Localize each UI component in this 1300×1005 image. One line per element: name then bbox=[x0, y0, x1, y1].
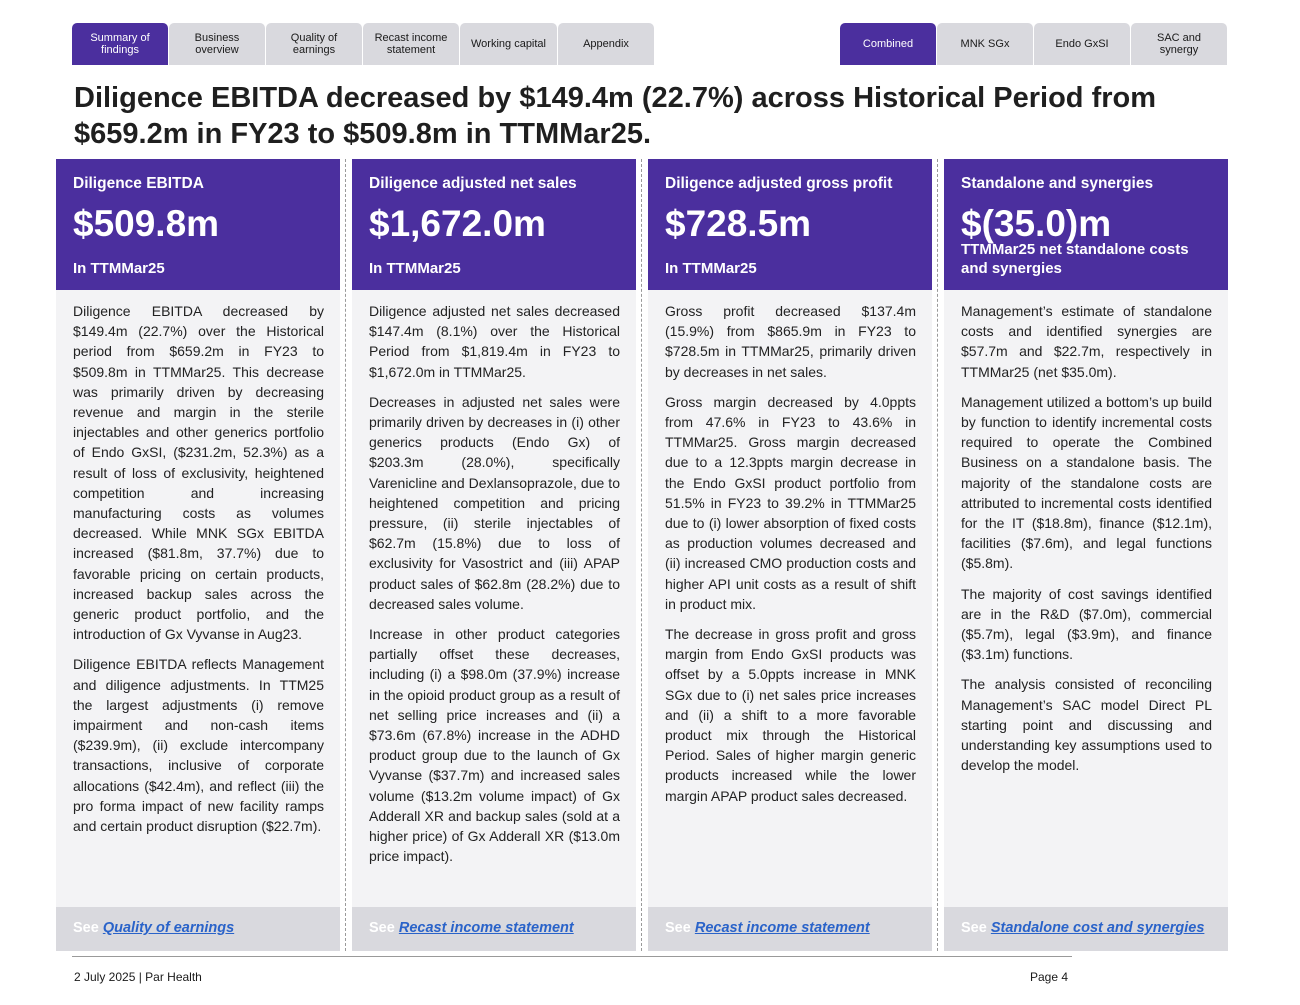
kpi-cards bbox=[56, 159, 1228, 951]
card-title: Diligence EBITDA bbox=[73, 175, 204, 192]
footer-divider bbox=[72, 956, 1072, 957]
card-paragraph: Gross profit decreased $137.4m (15.9%) from $865.9m in FY23 to $728.5m in TTMMar25, primarily driven by decreases in net sales. bbox=[665, 303, 916, 380]
see-label: See bbox=[961, 920, 987, 936]
tab-business-overview[interactable]: Business overview bbox=[169, 23, 265, 65]
card-body bbox=[352, 290, 636, 907]
page-title: Diligence EBITDA decreased by $149.4m (22.7%) across Historical Period from $659.2m in FY23 to $509.8m in TTMMar25. bbox=[74, 82, 1157, 150]
card-header bbox=[944, 159, 1228, 290]
card-divider bbox=[345, 159, 346, 951]
card-body bbox=[648, 290, 932, 907]
card-header bbox=[352, 159, 636, 290]
card-adjusted-gross-profit bbox=[648, 159, 932, 951]
card-header bbox=[648, 159, 932, 290]
tab-sac-and-synergy[interactable]: SAC and synergy bbox=[1131, 23, 1227, 65]
card-value: $(35.0)m bbox=[961, 203, 1112, 244]
standalone-cost-and-synergies-link[interactable]: Standalone cost and synergies bbox=[990, 920, 1205, 936]
tab-recast-income-statement[interactable]: Recast income statement bbox=[363, 23, 459, 65]
card-paragraph: Management’s estimate of standalone costs and identified synergies are $57.7m and $22.7m, respectively in TTMMar25 (net $35.0m). bbox=[961, 303, 1212, 380]
see-label: See bbox=[665, 920, 691, 936]
tab-working-capital[interactable]: Working capital bbox=[460, 23, 557, 65]
card-footer bbox=[352, 907, 636, 951]
recast-income-statement-link[interactable]: Recast income statement bbox=[398, 920, 574, 936]
recast-income-statement-link[interactable]: Recast income statement bbox=[694, 920, 870, 936]
entity-tabs bbox=[840, 23, 1228, 65]
card-subtitle: In TTMMar25 bbox=[665, 260, 757, 277]
card-value: $728.5m bbox=[665, 203, 812, 244]
card-value: $1,672.0m bbox=[369, 203, 546, 244]
card-paragraph: Gross margin decreased by 4.0ppts from 47.6% in FY23 to 43.6% in TTMMar25. Gross margin decreased due to a 12.3ppts margin decrease in the Endo GxSI product portfolio from 51.5% in FY23 to 39.2% in TTMMar25 due to (i) lower absorption of fixed costs as production volumes decreased and (ii) increased CMO production costs and higher API unit costs as a result of shift in product mix. bbox=[665, 393, 916, 612]
card-body bbox=[56, 290, 340, 907]
card-footer bbox=[648, 907, 932, 951]
tab-appendix[interactable]: Appendix bbox=[558, 23, 654, 65]
tab-endo-gxsi[interactable]: Endo GxSI bbox=[1034, 23, 1130, 65]
card-paragraph: Decreases in adjusted net sales were primarily driven by decreases in (i) other generics products (Endo Gx) of $203.3m (28.0%), specifically Varenicline and Dexlansoprazole, due to heightened competition and pricing pressure, (ii) sterile injectables of $62.7m (15.8%) due to loss of exclusivity for Vasostrict and (iii) APAP product sales of $62.8m (28.2%) due to decreased sales volume. bbox=[369, 393, 620, 612]
card-title: Diligence adjusted gross profit bbox=[665, 175, 893, 192]
page-number: Page 4 bbox=[1030, 970, 1069, 984]
card-subtitle: In TTMMar25 bbox=[369, 260, 461, 277]
card-subtitle: TTMMar25 net standalone costs and synergies bbox=[961, 241, 1189, 277]
card-paragraph: The analysis consisted of reconciling Management’s SAC model Direct PL starting point and discussing and understanding key assumptions used to develop the model. bbox=[961, 676, 1212, 774]
card-subtitle: In TTMMar25 bbox=[73, 260, 165, 277]
see-label: See bbox=[73, 920, 99, 936]
card-paragraph: The majority of cost savings identified are in the R&D ($7.0m), commercial ($5.7m), legal ($3.9m), and finance ($3.1m) functions. bbox=[961, 585, 1212, 663]
card-title: Standalone and synergies bbox=[961, 175, 1154, 192]
card-footer bbox=[944, 907, 1228, 951]
card-paragraph: Diligence EBITDA reflects Management and diligence adjustments. In TTM25 the largest adjustments (i) remove impairment and non-cash items ($239.9m), (ii) exclude intercompany transactions, inclusive of corporate allocations ($42.4m), and reflect (iii) the pro forma impact of new facility ramps and certain product disruption ($22.7m). bbox=[73, 656, 324, 835]
tab-quality-of-earnings[interactable]: Quality of earnings bbox=[266, 23, 362, 65]
card-paragraph: Diligence EBITDA decreased by $149.4m (22.7%) over the Historical period from $659.2m in FY23 to $509.8m in TTMMar25. This decrease was primarily driven by decreasing revenue and margin in the sterile injectables and other generics portfolio of Endo GxSI, ($231.2m, 52.3%) as a result of loss of exclusivity, heightened competition and increasing manufacturing costs as volumes decreased. While MNK SGx EBITDA increased ($81.8m, 37.7%) due to favorable pricing on certain products, increased backup sales across the generic product portfolio, and the introduction of Gx Vyvanse in Aug23. bbox=[73, 303, 324, 643]
tab-summary-of-findings[interactable]: Summary of findings bbox=[72, 23, 168, 65]
card-diligence-ebitda bbox=[56, 159, 340, 951]
see-label: See bbox=[369, 920, 395, 936]
footer-date-client: 2 July 2025 | Par Health bbox=[74, 970, 202, 984]
tab-combined[interactable]: Combined bbox=[840, 23, 936, 65]
card-paragraph: Management utilized a bottom’s up build by function to identify incremental costs required to operate the Combined Business on a standalone basis. The majority of the standalone costs are attributed to incremental costs identified for the IT ($18.8m), finance ($12.1m), facilities ($7.6m), and legal functions ($5.8m). bbox=[961, 393, 1212, 572]
card-paragraph: Diligence adjusted net sales decreased $147.4m (8.1%) over the Historical Period from $1,819.4m in FY23 to $1,672.0m in TTMMar25. bbox=[369, 303, 620, 380]
card-header bbox=[56, 159, 340, 290]
card-footer bbox=[56, 907, 340, 951]
card-divider bbox=[937, 159, 938, 951]
card-divider bbox=[641, 159, 642, 951]
card-adjusted-net-sales bbox=[352, 159, 636, 951]
card-body bbox=[944, 290, 1228, 907]
card-paragraph: The decrease in gross profit and gross margin from Endo GxSI products was offset by a 5.0ppts increase in MNK SGx due to (i) net sales price increases and (ii) a shift to a more favorable product mix through the Historical Period. Sales of higher margin generic products increased while the lower margin APAP product sales decreased. bbox=[665, 626, 916, 804]
card-value: $509.8m bbox=[73, 203, 220, 244]
quality-of-earnings-link[interactable]: Quality of earnings bbox=[102, 920, 235, 936]
tab-mnk-sgx[interactable]: MNK SGx bbox=[937, 23, 1033, 65]
card-paragraph: Increase in other product categories partially offset these decreases, including (i) a $98.0m (37.9%) increase in the opioid product group as a result of net selling price increases and (ii) a $73.6m (67.8%) increase in the ADHD product group due to the launch of Gx Vyvanse ($37.7m) and increased sales volume ($13.2m volume impact) of Gx Adderall XR and backup sales (sold at a higher price) of Gx Adderall XR ($13.0m price impact). bbox=[369, 626, 620, 865]
card-standalone-and-synergies bbox=[944, 159, 1228, 951]
section-tabs bbox=[72, 23, 655, 65]
card-title: Diligence adjusted net sales bbox=[369, 175, 577, 192]
